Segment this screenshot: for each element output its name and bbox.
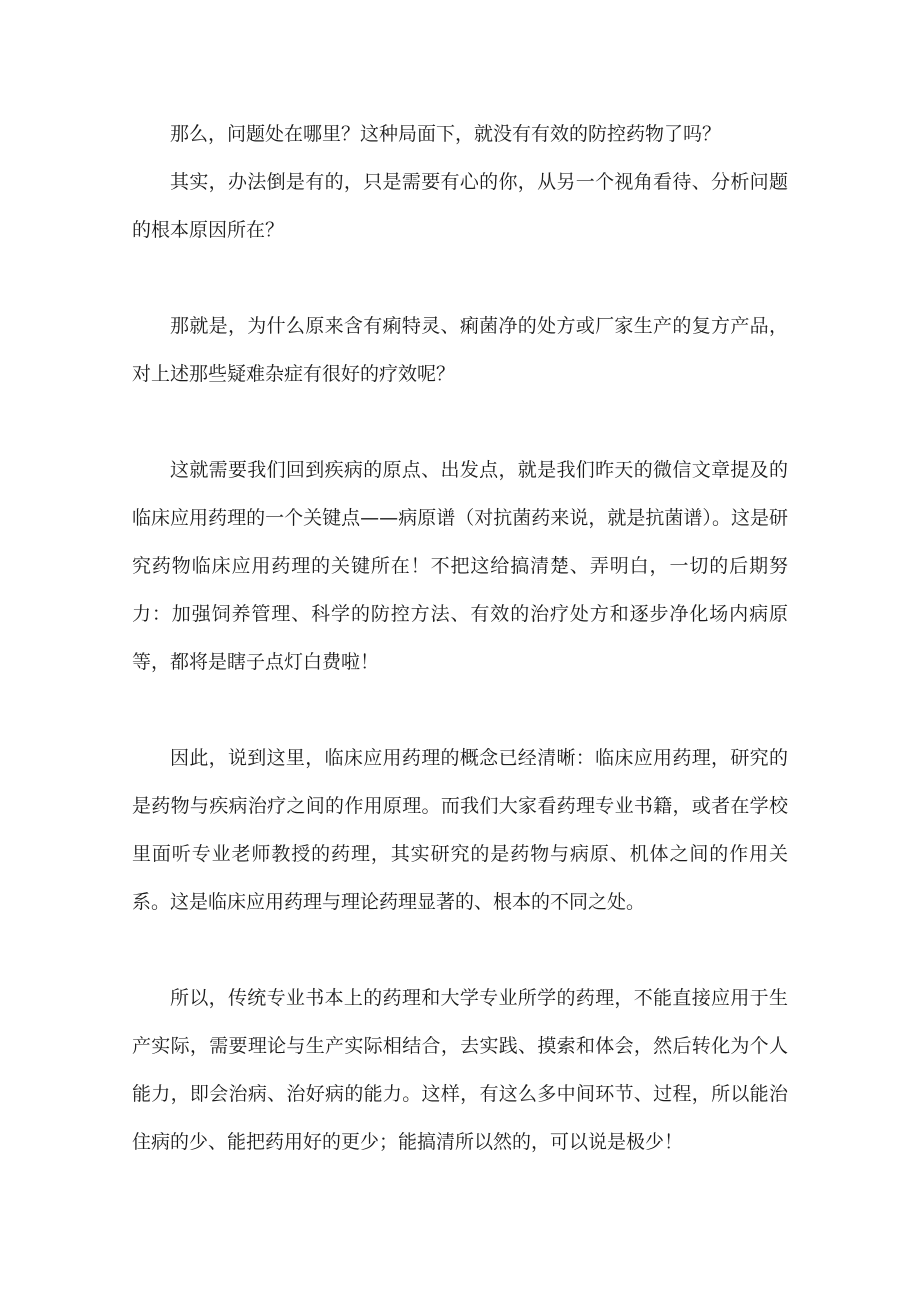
paragraph-conclusion: 所以，传统专业书本上的药理和大学专业所学的药理，不能直接应用于生产实际，需要理论与生产实际相结合，去实践、摸索和体会，然后转化为个人能力，即会治病、治好病的能力。这样，有这么多中间环节、过程，所以能治住病的少、能把药用好的更少；能搞清所以然的，可以说是极少！ bbox=[132, 987, 788, 1153]
paragraph-spacer bbox=[132, 686, 788, 734]
paragraph-method: 其实，办法倒是有的，只是需要有心的你，从另一个视角看待、分析问题的根本原因所在？ bbox=[132, 171, 788, 241]
paragraph-spacer bbox=[132, 926, 788, 974]
paragraph-question: 那么，问题处在哪里？这种局面下，就没有有效的防控药物了吗？ bbox=[170, 123, 722, 145]
paragraph-pathogen-spectrum: 这就需要我们回到疾病的原点、出发点，就是我们昨天的微信文章提及的临床应用药理的一个关键点——病原谱（对抗菌药来说，就是抗菌谱）。这是研究药物临床应用药理的关键所在！不把这给搞清楚、弄明白，一切的后期努力：加强饲养管理、科学的防控方法、有效的治疗处方和逐步净化场内病原等，都将是瞎子点灯白费啦！ bbox=[132, 459, 788, 673]
paragraph-spacer bbox=[132, 398, 788, 446]
paragraph-clinical-pharmacology: 因此，说到这里，临床应用药理的概念已经清晰：临床应用药理，研究的是药物与疾病治疗之间的作用原理。而我们大家看药理专业书籍，或者在学校里面听专业老师教授的药理，其实研究的是药物与病原、机体之间的作用关系。这是临床应用药理与理论药理显著的、根本的不同之处。 bbox=[132, 747, 788, 913]
paragraph-why-effective: 那就是，为什么原来含有痢特灵、痢菌净的处方或厂家生产的复方产品，对上述那些疑难杂症有很好的疗效呢？ bbox=[132, 315, 788, 385]
document-body bbox=[132, 110, 788, 1166]
paragraph-spacer bbox=[132, 254, 788, 302]
